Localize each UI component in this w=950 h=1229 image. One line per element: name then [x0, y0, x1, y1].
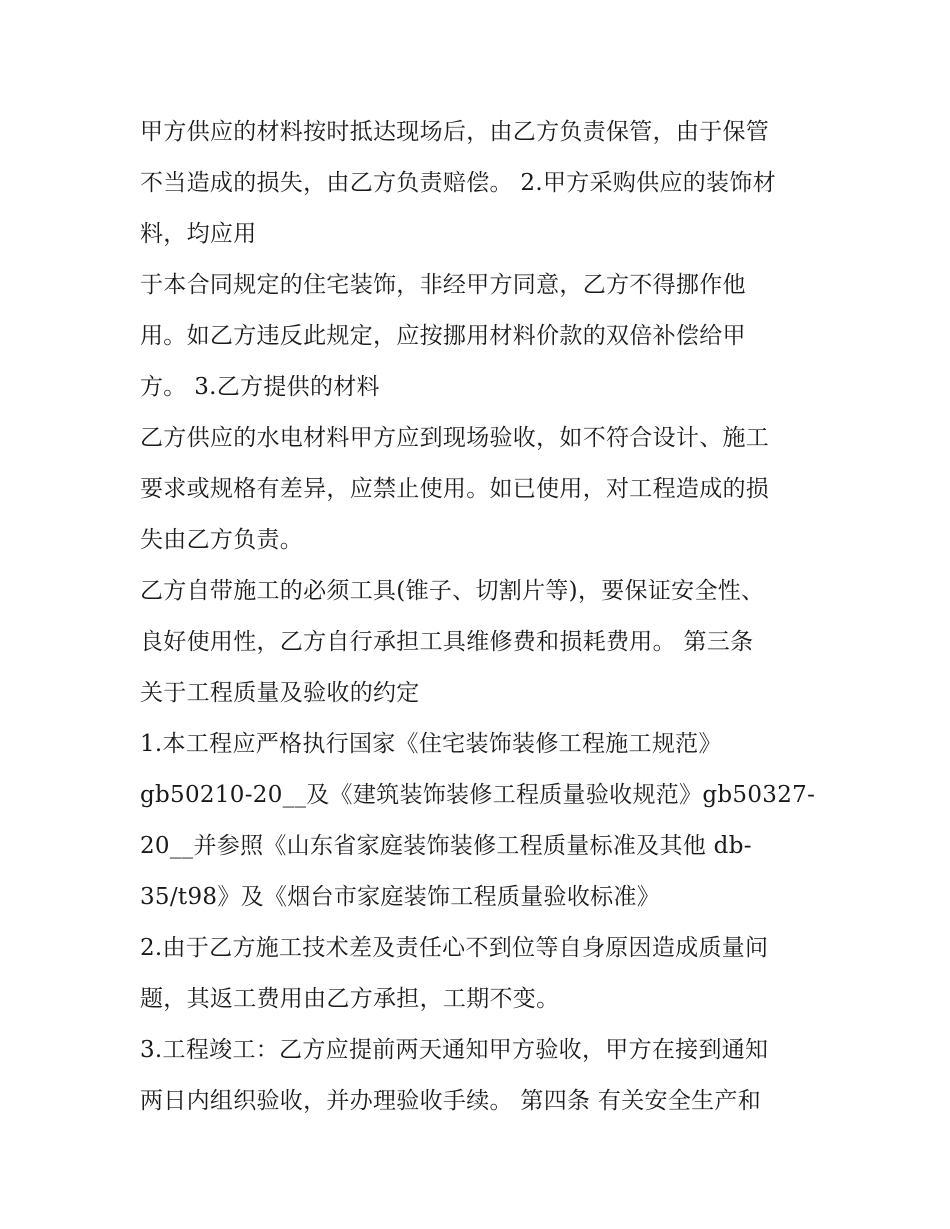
text-line: 料，均应用 [140, 221, 257, 247]
text-line: 2.由于乙方施工技术差及责任心不到位等自身原因造成质量问 [140, 935, 769, 961]
text-line: gb50210-20__及《建筑装饰装修工程质量验收规范》gb50327- [140, 782, 816, 808]
text-line: 1.本工程应严格执行国家《住宅装饰装修工程施工规范》 [140, 731, 722, 757]
text-line: 20__并参照《山东省家庭装饰装修工程质量标准及其他 db- [140, 833, 752, 859]
text-line: 乙方自带施工的必须工具(锥子、切割片等)，要保证安全性、 [140, 578, 765, 604]
text-line: 要求或规格有差异，应禁止使用。如已使用，对工程造成的损 [140, 476, 770, 502]
text-line: 乙方供应的水电材料甲方应到现场验收，如不符合设计、施工 [140, 425, 770, 451]
text-line: 两日内组织验收，并办理验收手续。 第四条 有关安全生产和 [140, 1088, 762, 1114]
text-line: 关于工程质量及验收的约定 [140, 680, 420, 706]
text-line: 35/t98》及《烟台市家庭装饰工程质量验收标准》 [140, 884, 661, 910]
document-body [140, 107, 820, 1127]
text-line: 甲方供应的材料按时抵达现场后，由乙方负责保管，由于保管 [140, 119, 770, 145]
text-line: 良好使用性，乙方自行承担工具维修费和损耗费用。 第三条 [140, 629, 754, 655]
text-line: 失由乙方负责。 [140, 527, 304, 553]
text-line: 方。 3.乙方提供的材料 [140, 374, 380, 400]
text-line: 题，其返工费用由乙方承担，工期不变。 [140, 986, 560, 1012]
text-line: 3.工程竣工：乙方应提前两天通知甲方验收，甲方在接到通知 [140, 1037, 769, 1063]
text-line: 不当造成的损失，由乙方负责赔偿。 2.甲方采购供应的装饰材 [140, 170, 776, 196]
text-line: 用。如乙方违反此规定，应按挪用材料价款的双倍补偿给甲 [140, 323, 746, 349]
text-line: 于本合同规定的住宅装饰，非经甲方同意，乙方不得挪作他 [140, 272, 746, 298]
